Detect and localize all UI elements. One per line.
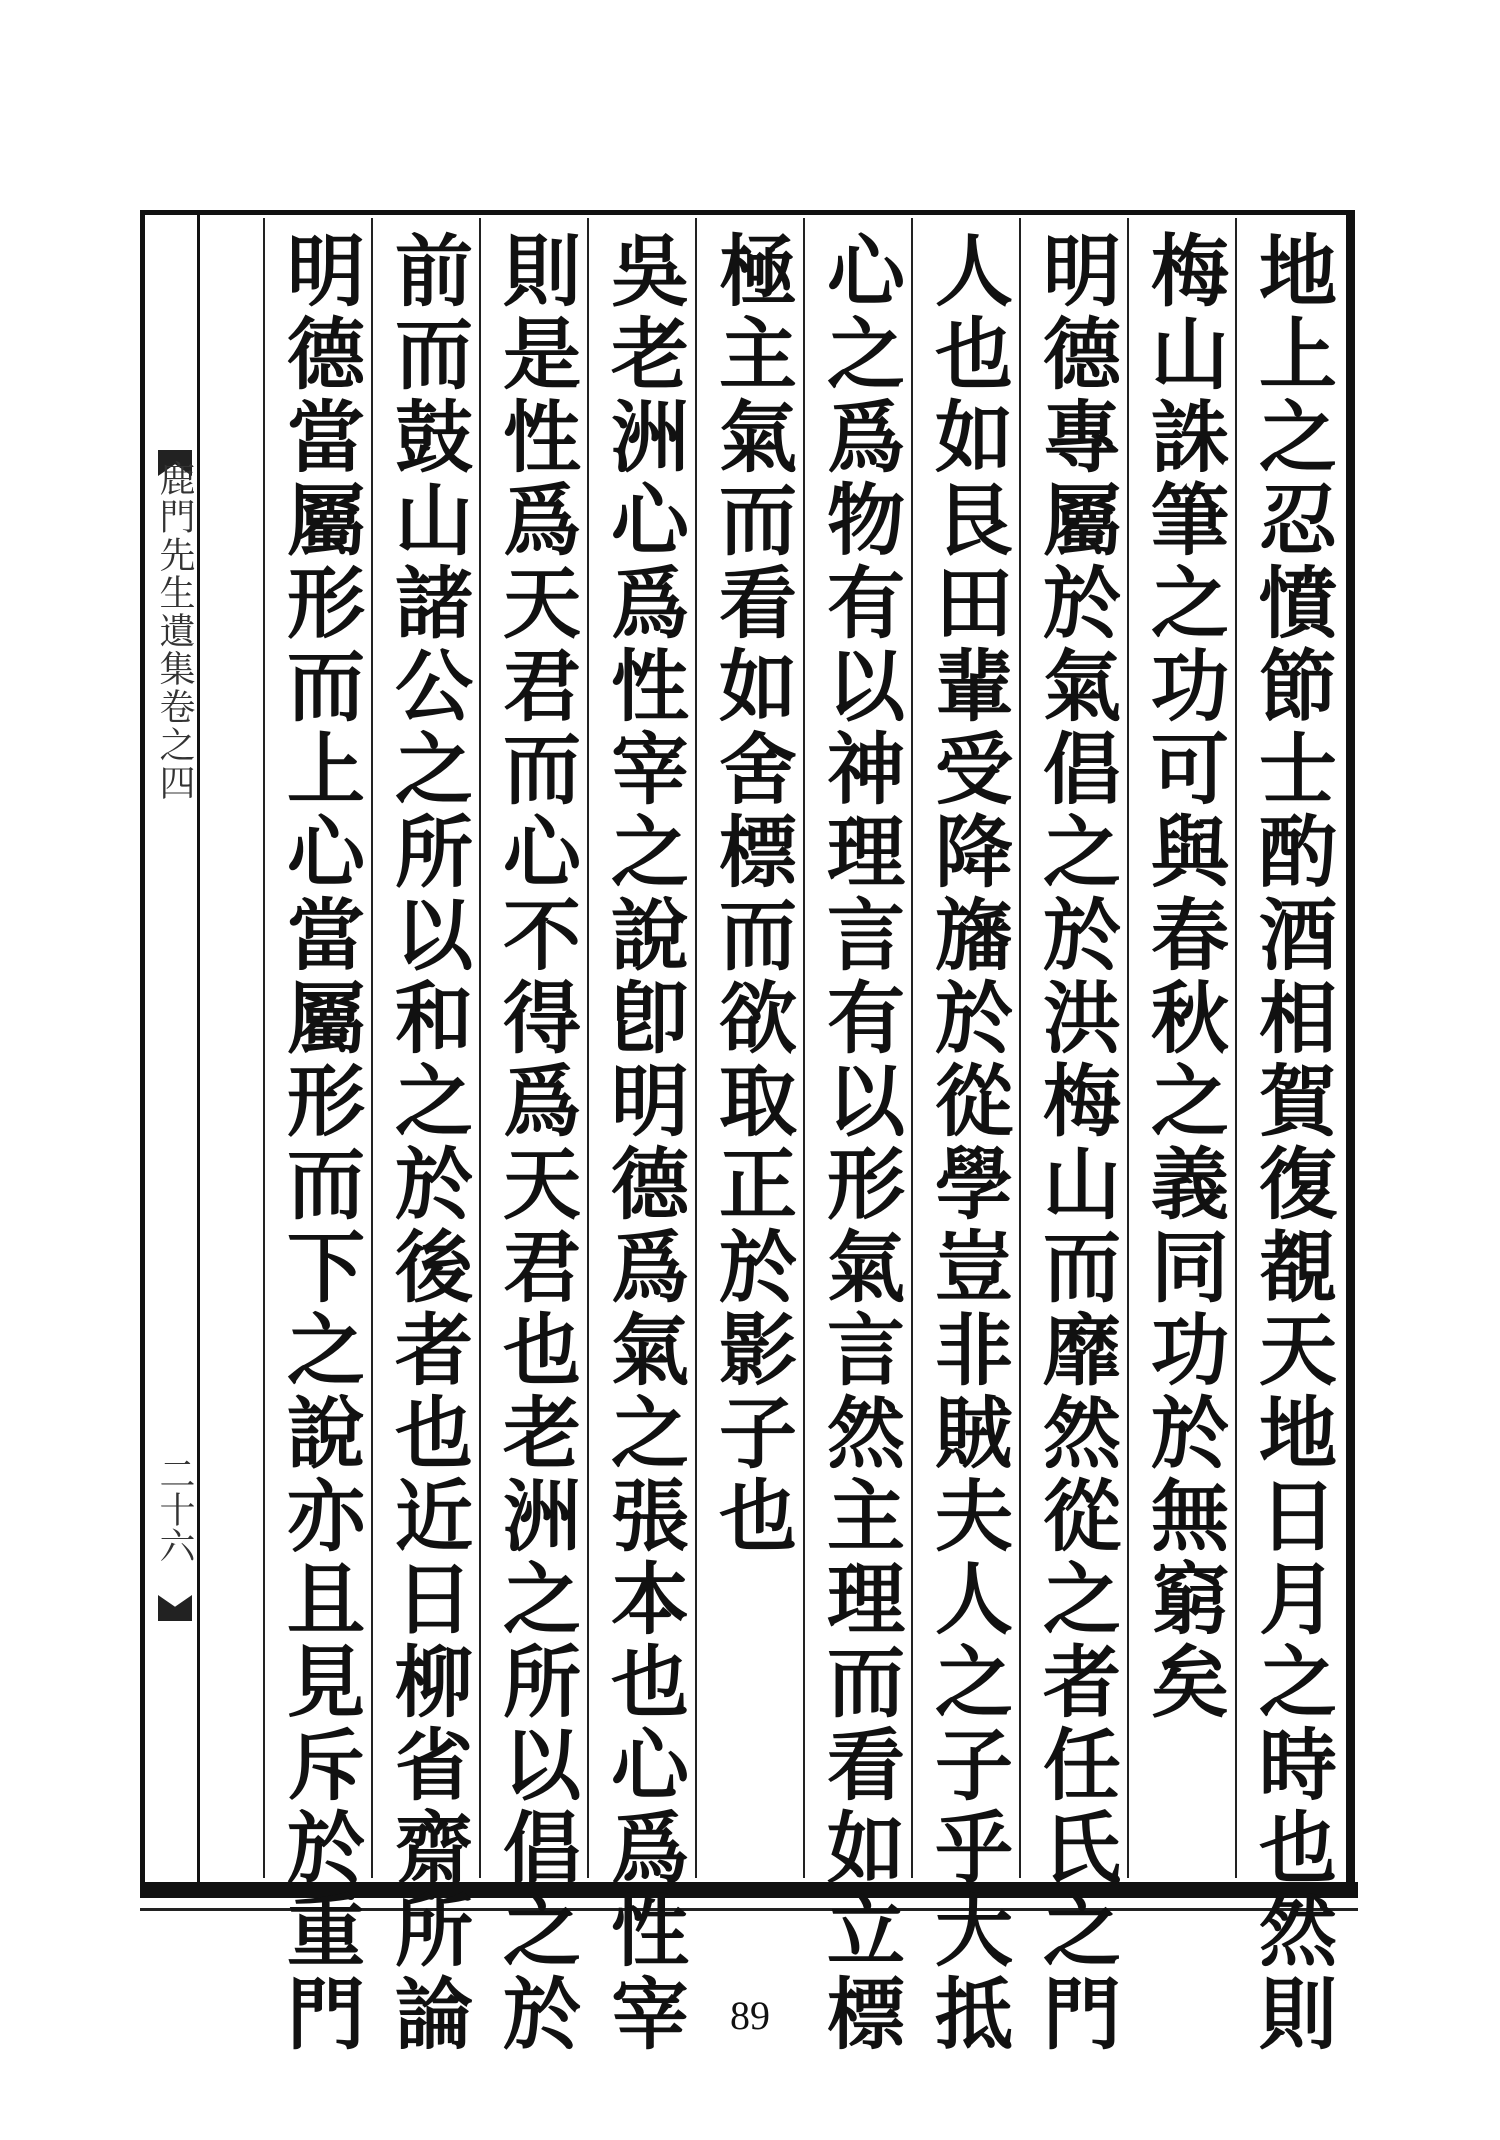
column-text: 地上之忍憤節士酌酒相賀復覩天地日月之時也然則 [1246, 230, 1336, 2056]
fish-tail-bottom-mark [158, 1595, 192, 1621]
column-text: 明德當屬形而上心當屬形而下之說亦且見斥於重門 [274, 230, 364, 2056]
column-text: 前而鼓山諸公之所以和之於後者也近日柳省齋所論 [382, 230, 472, 2056]
text-column-6 [695, 218, 803, 1878]
text-column-7 [587, 218, 695, 2056]
text-column-8 [479, 218, 587, 2056]
text-column-9 [371, 218, 479, 2056]
column-text: 極主氣而看如舍標而欲取正於影子也 [706, 230, 796, 1558]
text-column-4 [911, 218, 1019, 2056]
text-column-1 [1235, 218, 1343, 2056]
column-text: 則是性爲天君而心不得爲天君也老洲之所以倡之於 [490, 230, 580, 2056]
fold-column [150, 215, 200, 1882]
text-column-5 [803, 218, 911, 2056]
column-text: 吳老洲心爲性宰之說卽明德爲氣之張本也心爲性宰 [598, 230, 688, 2056]
text-column-10 [263, 218, 371, 2056]
fold-title: 鹿門先生遺集卷之四 [154, 460, 195, 802]
column-text: 明德專屬於氣倡之於洪梅山而靡然從之者任氏之門 [1030, 230, 1120, 2056]
column-text: 心之爲物有以神理言有以形氣言然主理而看如立標 [814, 230, 904, 2056]
page-number: 89 [730, 1993, 770, 2038]
column-text: 梅山誅筆之功可與春秋之義同功於無窮矣 [1138, 230, 1228, 1724]
text-column-3 [1019, 218, 1127, 2056]
text-column-2 [1127, 218, 1235, 1878]
column-text: 人也如艮田輩受降旛於從學豈非賊夫人之子乎大抵 [922, 230, 1012, 2056]
fold-leaf-number: 二十六 [154, 1455, 195, 1563]
